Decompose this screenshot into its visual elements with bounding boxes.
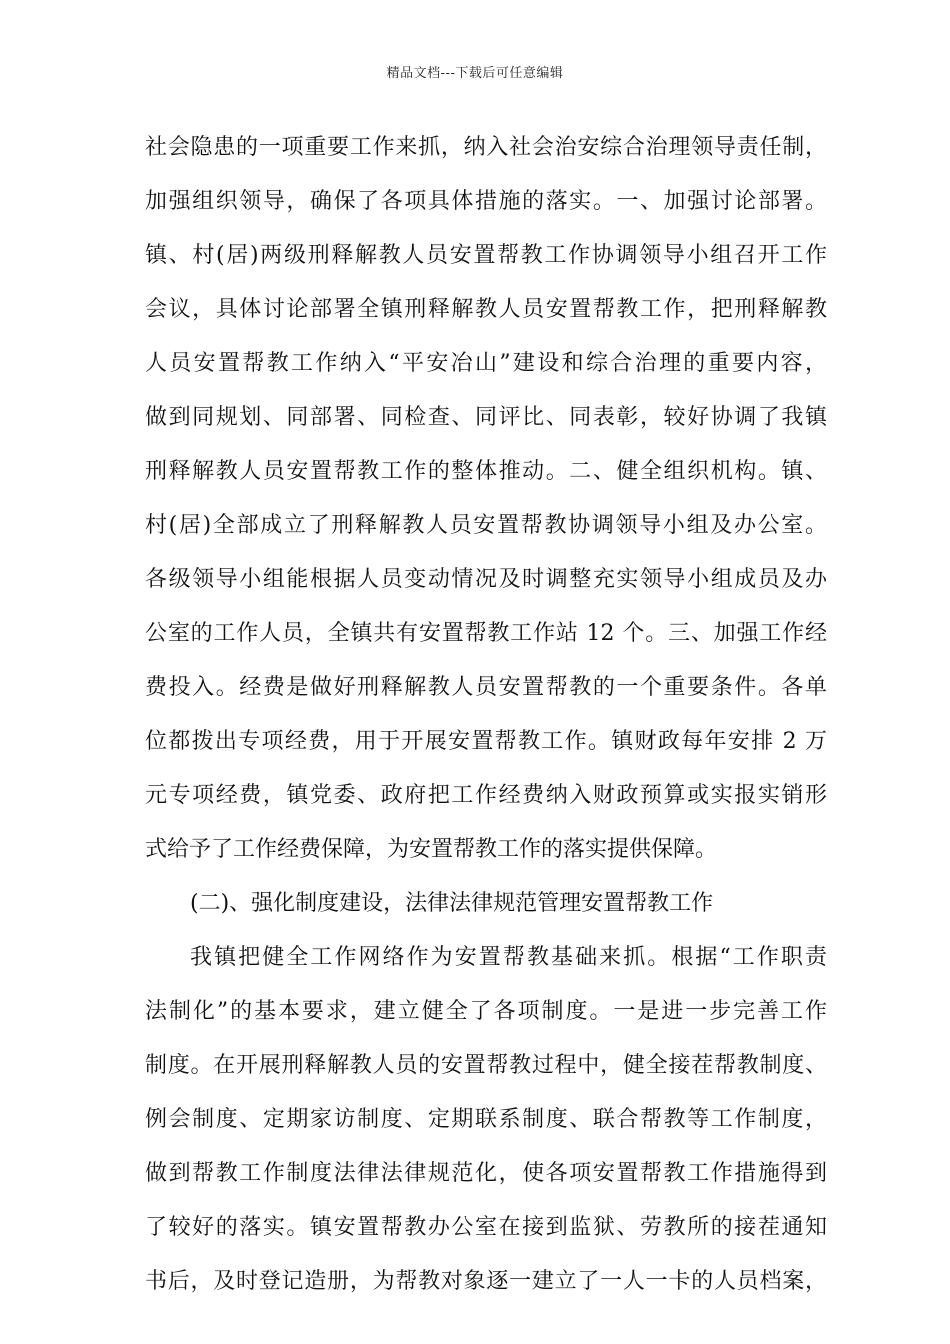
- text-line: 位都拨出专项经费，用于开展安置帮教工作。镇财政每年安排 2 万: [145, 729, 827, 754]
- paragraph: [145, 943, 827, 1321]
- text-line: 村(居)全部成立了刑释解教人员安置帮教协调领导小组及办公室。: [145, 513, 827, 538]
- paragraph: [145, 133, 827, 889]
- text-line: 人员安置帮教工作纳入“平安冶山”建设和综合治理的重要内容，: [145, 351, 827, 376]
- text-line: 镇、村(居)两级刑释解教人员安置帮教工作协调领导小组召开工作: [145, 243, 827, 268]
- text-line: 社会隐患的一项重要工作来抓，纳入社会治安综合治理领导责任制，: [145, 135, 827, 160]
- text-line: 公室的工作人员，全镇共有安置帮教工作站 12 个。三、加强工作经: [145, 621, 827, 646]
- text-line: 例会制度、定期家访制度、定期联系制度、联合帮教等工作制度，: [145, 1107, 827, 1132]
- text-line: 做到帮教工作制度法律法律规范化，使各项安置帮教工作措施得到: [145, 1161, 827, 1186]
- document-body: [145, 133, 827, 1321]
- text-line: 加强组织领导，确保了各项具体措施的落实。一、加强讨论部署。: [145, 189, 827, 214]
- text-line: 做到同规划、同部署、同检查、同评比、同表彰，较好协调了我镇: [145, 405, 827, 430]
- text-line: 制度。在开展刑释解教人员的安置帮教过程中，健全接茬帮教制度、: [145, 1053, 827, 1078]
- text-line: 了较好的落实。镇安置帮教办公室在接到监狱、劳教所的接茬通知: [145, 1215, 827, 1240]
- text-line: 我镇把健全工作网络作为安置帮教基础来抓。根据“工作职责: [190, 945, 827, 970]
- text-line: 法制化”的基本要求，建立健全了各项制度。一是进一步完善工作: [145, 999, 827, 1024]
- text-line: 元专项经费，镇党委、政府把工作经费纳入财政预算或实报实销形: [145, 783, 827, 808]
- text-line: (二)、强化制度建设，法律法律规范管理安置帮教工作: [190, 891, 714, 916]
- text-line: 式给予了工作经费保障，为安置帮教工作的落实提供保障。: [145, 837, 718, 862]
- text-line: 各级领导小组能根据人员变动情况及时调整充实领导小组成员及办: [145, 567, 827, 592]
- text-line: 刑释解教人员安置帮教工作的整体推动。二、健全组织机构。镇、: [145, 459, 827, 484]
- section-heading: [145, 889, 827, 943]
- text-line: 会议，具体讨论部署全镇刑释解教人员安置帮教工作，把刑释解教: [145, 297, 827, 322]
- text-line: 费投入。经费是做好刑释解教人员安置帮教的一个重要条件。各单: [145, 675, 827, 700]
- text-line: 书后，及时登记造册，为帮教对象逐一建立了一人一卡的人员档案，: [145, 1269, 827, 1294]
- page-header: 精品文档---下载后可任意编辑: [386, 66, 564, 81]
